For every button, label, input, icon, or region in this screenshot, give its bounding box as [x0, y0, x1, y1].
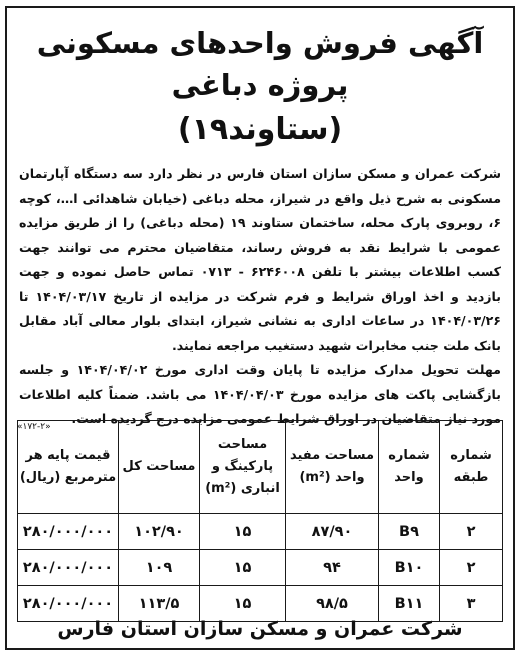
- cell-parking-area: ۱۵: [200, 514, 286, 550]
- header-base-price: قیمت پایه هر مترمربع (ریال): [18, 421, 119, 514]
- cell-parking-area: ۱۵: [200, 586, 286, 622]
- cell-floor: ۲: [440, 514, 503, 550]
- table-header-row: [18, 421, 503, 514]
- ad-title: آگهی فروش واحدهای مسکونی پروژه دباغی: [36, 26, 484, 102]
- ad-body: [7, 150, 513, 432]
- cell-total-area: ۱۰۲/۹۰: [119, 514, 200, 550]
- cell-unit: B۱۰: [379, 550, 440, 586]
- body-paragraph-1: شرکت عمران و مسکن سازان استان فارس در نظر دارد سه دستگاه آپارتمان مسکونی به شرح ذیل واقع در شیراز، محله دباغی (خیابان شاهدائی ا…، کوچه ۶، روبروی پارک محله، ساختمان ستاوند ۱۹ (محله دباغی) را از طریق مزایده عمومی با شرایط نقد به فروش رساند، متقاضیان محترم می توانند جهت کسب اطلاعات بیشتر با تلفن ۶۲۴۶۰۰۸ - ۰۷۱۳ تماس حاصل نموده و جهت بازدید و اخذ اوراق شرایط و فرم شرکت در مزایده از تاریخ ۱۴۰۴/۰۳/۱۷ تا ۱۴۰۴/۰۳/۲۶ در ساعات اداری به نشانی شیراز، ابتدای بلوار معالی آباد مقابل بانک ملت جنب مخابرات شهید دستغیب مراجعه نمایند.: [19, 166, 502, 353]
- cell-unit: B۱۱: [379, 586, 440, 622]
- cell-useful-area: ۸۷/۹۰: [286, 514, 379, 550]
- units-table: [17, 420, 503, 622]
- ad-footer-company: شرکت عمران و مسکن سازان استان فارس: [57, 618, 463, 640]
- table-row: [18, 514, 503, 550]
- cell-useful-area: ۹۴: [286, 550, 379, 586]
- ad-subtitle: (ستاوند۱۹): [177, 112, 343, 147]
- cell-parking-area: ۱۵: [200, 550, 286, 586]
- table-row: [18, 550, 503, 586]
- ad-code: «۱۷۲-۲»: [17, 421, 51, 432]
- header-unit: شماره واحد: [379, 421, 440, 514]
- cell-unit: B۹: [379, 514, 440, 550]
- advertisement-frame: [5, 6, 515, 650]
- cell-useful-area: ۹۸/۵: [286, 586, 379, 622]
- header-floor: شماره طبقه: [440, 421, 503, 514]
- body-paragraph-2: مهلت تحویل مدارک مزایده تا پایان وقت اداری مورخ ۱۴۰۴/۰۴/۰۲ و جلسه بازگشایی پاکت های مزایده مورخ ۱۴۰۴/۰۴/۰۳ می باشد. ضمناً کلیه اطلاعات مورد نیاز متقاضیان در اوراق شرایط عمومی مزایده درج گردیده است.: [19, 362, 501, 426]
- cell-base-price: ۲۸۰/۰۰۰/۰۰۰: [18, 586, 119, 622]
- cell-total-area: ۱۰۹: [119, 550, 200, 586]
- cell-base-price: ۲۸۰/۰۰۰/۰۰۰: [18, 550, 119, 586]
- cell-floor: ۲: [440, 550, 503, 586]
- cell-base-price: ۲۸۰/۰۰۰/۰۰۰: [18, 514, 119, 550]
- cell-total-area: ۱۱۳/۵: [119, 586, 200, 622]
- header-parking-area: مساحت پارکینگ و انباری (m²): [200, 421, 286, 514]
- table-row: [18, 586, 503, 622]
- header-useful-area: مساحت مفید واحد (m²): [286, 421, 379, 514]
- header-total-area: مساحت کل: [119, 421, 200, 514]
- cell-floor: ۳: [440, 586, 503, 622]
